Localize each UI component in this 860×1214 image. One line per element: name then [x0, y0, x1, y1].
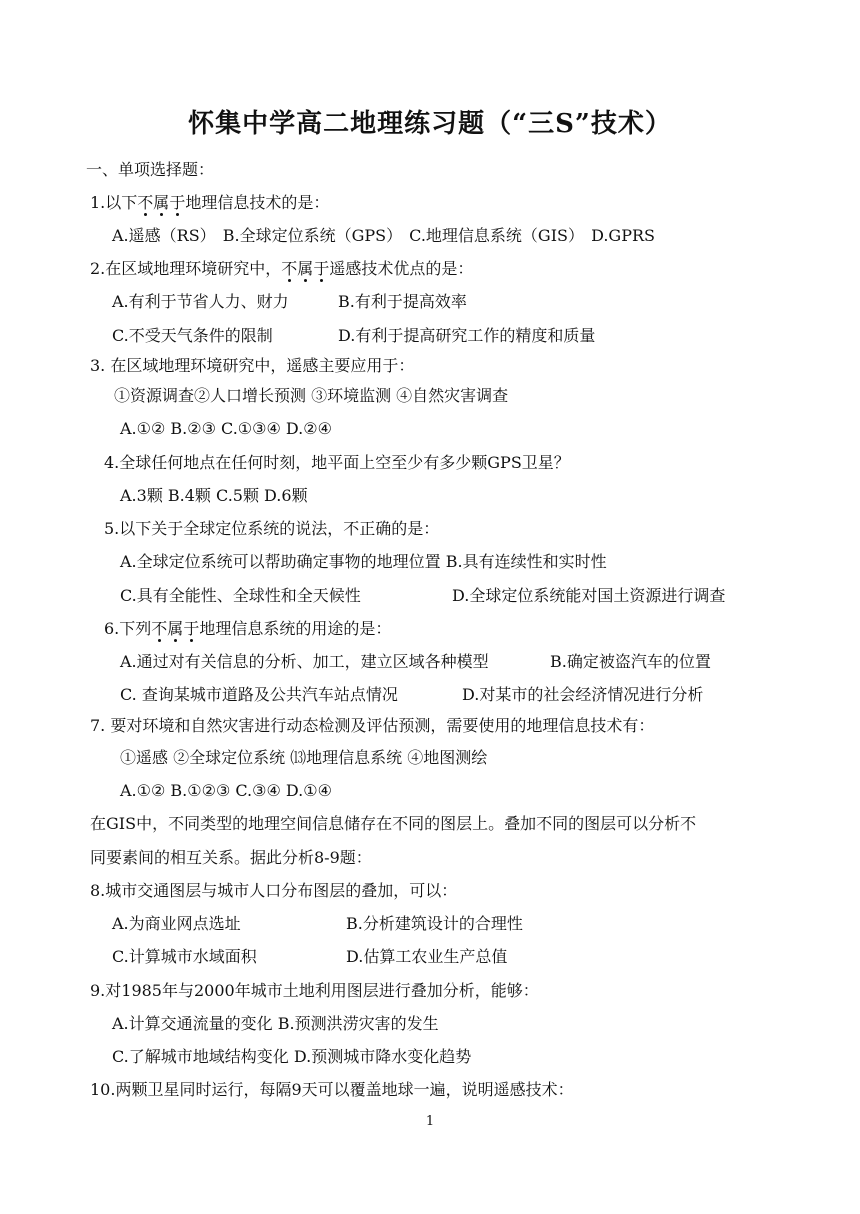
question-9-stem: 9.对1985年与2000年城市土地利用图层进行叠加分析，能够：	[90, 981, 539, 1000]
emphasis-char: 不	[281, 259, 298, 278]
emphasis-char: 于	[183, 619, 200, 638]
question-3-items: ①资源调查②人口增长预测 ③环境监测 ④自然灾害调查	[114, 386, 509, 405]
question-8-option-a: A.为商业网点选址	[112, 914, 241, 933]
question-8-option-c: C.计算城市水域面积	[112, 947, 257, 966]
question-6-option-d: D.对某市的社会经济情况进行分析	[462, 685, 704, 704]
question-2-option-d: D.有利于提高研究工作的精度和质量	[338, 326, 596, 345]
question-6-post: 地理信息系统的用途的是：	[199, 619, 392, 638]
question-2-emphasis	[281, 259, 329, 278]
question-9-options-ab: A.计算交通流量的变化 B.预测洪涝灾害的发生	[112, 1014, 439, 1033]
question-2-post: 遥感技术优点的是：	[329, 259, 474, 278]
question-6-option-c: C. 查询某城市道路及公共汽车站点情况	[120, 685, 398, 704]
question-1-emphasis	[137, 193, 185, 212]
question-2-option-c: C.不受天气条件的限制	[112, 326, 273, 345]
question-1-post: 地理信息技术的是：	[185, 193, 330, 212]
question-10-stem: 10.两颗卫星同时运行，每隔9天可以覆盖地球一遍，说明遥感技术：	[90, 1080, 574, 1099]
question-2-pre: 2.在区域地理环境研究中，	[90, 259, 282, 278]
question-5-options-ab: A.全球定位系统可以帮助确定事物的地理位置 B.具有连续性和实时性	[120, 552, 607, 571]
question-5-option-c: C.具有全能性、全球性和全天候性	[120, 586, 361, 605]
question-5-stem: 5.以下关于全球定位系统的说法，不正确的是：	[104, 519, 440, 538]
emphasis-char: 不	[151, 619, 168, 638]
section-heading: 一、单项选择题：	[86, 160, 215, 179]
question-6-option-b: B.确定被盗汽车的位置	[550, 652, 711, 671]
question-4-stem: 4.全球任何地点在任何时刻，地平面上空至少有多少颗GPS卫星？	[104, 453, 570, 472]
emphasis-char: 属	[167, 619, 184, 638]
question-2-stem	[90, 259, 473, 279]
page-title: 怀集中学高二地理练习题（“三S”技术）	[188, 109, 672, 139]
question-1-options: A.遥感（RS） B.全球定位系统（GPS） C.地理信息系统（GIS） D.GPRS	[112, 226, 655, 245]
question-1-stem	[90, 193, 329, 213]
emphasis-char: 属	[297, 259, 314, 278]
page-number: 1	[425, 1114, 435, 1129]
question-6-emphasis	[151, 619, 199, 638]
question-2-option-a: A.有利于节省人力、财力	[112, 292, 289, 311]
question-6-stem	[104, 619, 391, 639]
question-8-option-b: B.分析建筑设计的合理性	[346, 914, 523, 933]
emphasis-char: 于	[313, 259, 330, 278]
question-7-items: ①遥感 ②全球定位系统 ⒀地理信息系统 ④地图测绘	[120, 748, 488, 767]
group-intro-line-1: 在GIS中，不同类型的地理空间信息储存在不同的图层上。叠加不同的图层可以分析不	[90, 814, 697, 833]
question-3-stem: 3. 在区域地理环境研究中，遥感主要应用于：	[90, 356, 415, 375]
emphasis-char: 于	[169, 193, 186, 212]
question-9-options-cd: C.了解城市地域结构变化 D.预测城市降水变化趋势	[112, 1047, 472, 1066]
question-8-option-d: D.估算工农业生产总值	[346, 947, 508, 966]
question-6-pre: 6.下列	[104, 619, 152, 638]
question-8-stem: 8.城市交通图层与城市人口分布图层的叠加，可以：	[90, 881, 458, 900]
question-1-pre: 1.以下	[90, 193, 138, 212]
question-2-option-b: B.有利于提高效率	[338, 292, 467, 311]
question-7-options: A.①② B.①②③ C.③④ D.①④	[120, 781, 332, 800]
question-3-options: A.①② B.②③ C.①③④ D.②④	[120, 419, 332, 438]
emphasis-char: 属	[153, 193, 170, 212]
question-7-stem: 7. 要对环境和自然灾害进行动态检测及评估预测，需要使用的地理信息技术有：	[90, 716, 655, 735]
question-4-options: A.3颗 B.4颗 C.5颗 D.6颗	[120, 486, 308, 505]
question-6-option-a: A.通过对有关信息的分析、加工，建立区域各种模型	[120, 652, 489, 671]
group-intro-line-2: 同要素间的相互关系。据此分析8-9题：	[90, 848, 372, 867]
emphasis-char: 不	[137, 193, 154, 212]
question-5-option-d: D.全球定位系统能对国土资源进行调查	[452, 586, 726, 605]
